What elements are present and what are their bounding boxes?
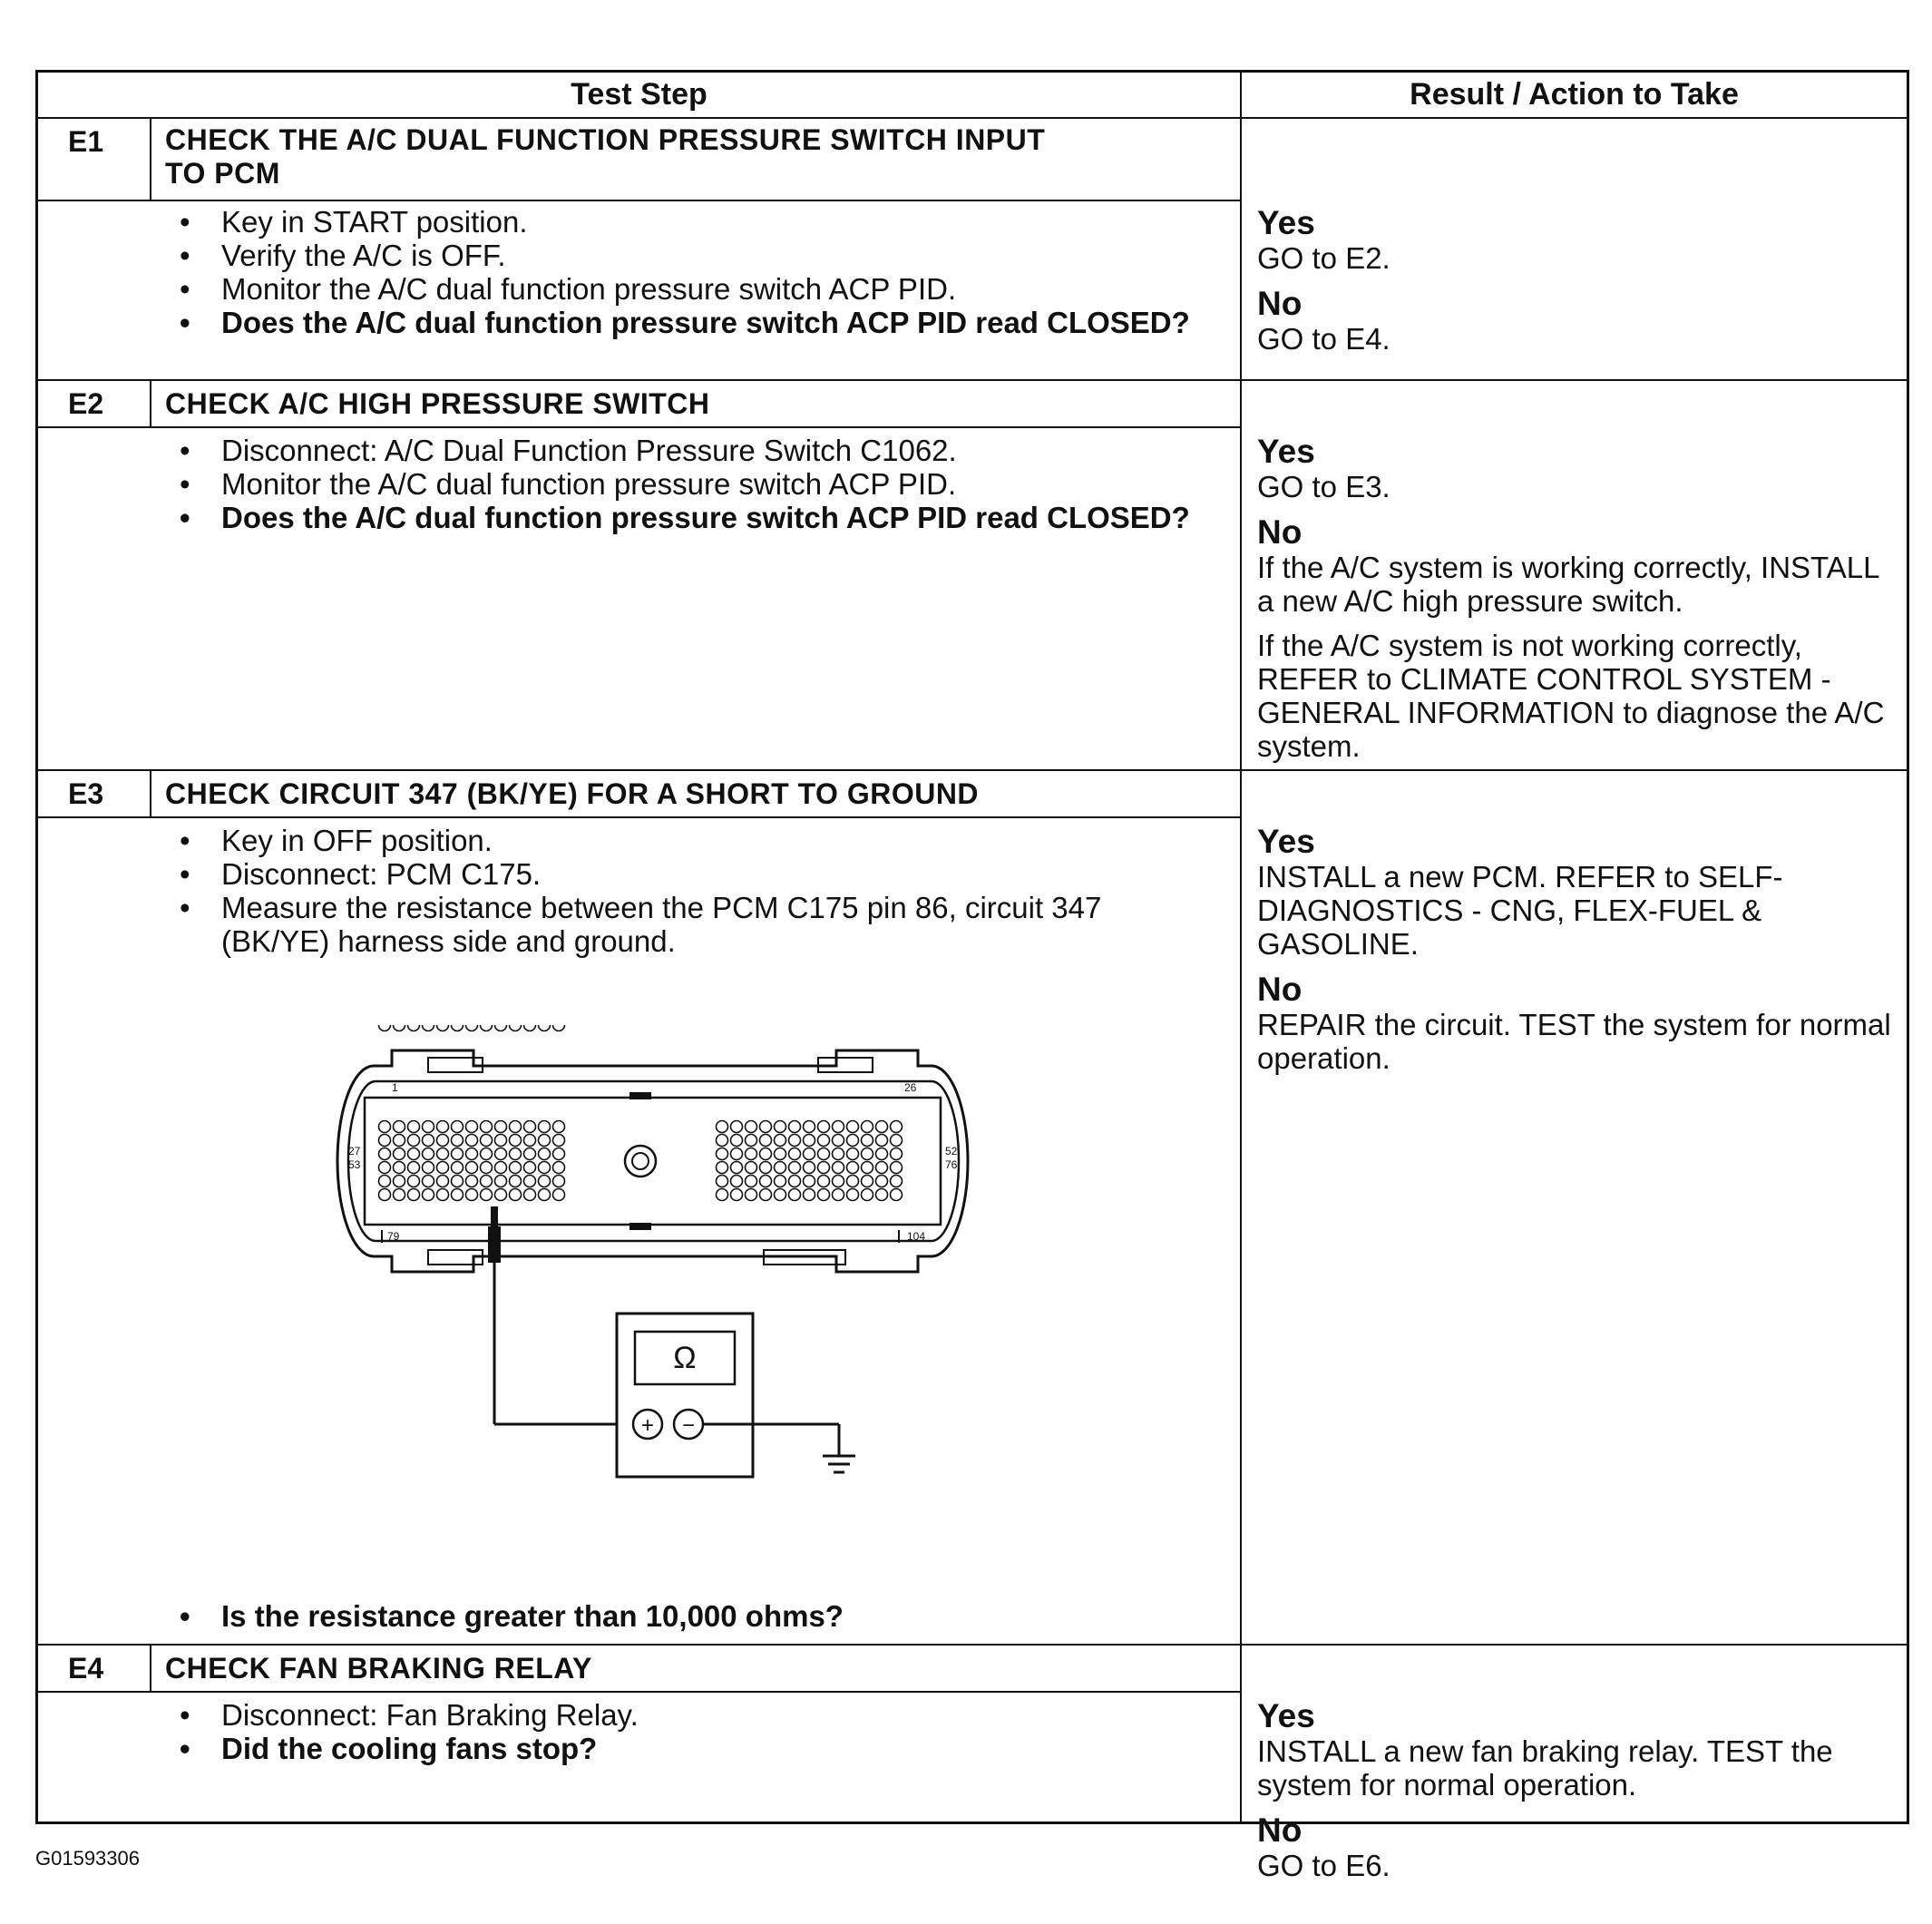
ohmmeter xyxy=(617,1314,753,1477)
yes-action: GO to E3. xyxy=(1257,470,1390,503)
plus-sign: + xyxy=(640,1413,655,1438)
no-action: If the A/C system is working correctly, INSTALL a new A/C high pressure switch. xyxy=(1257,551,1879,618)
pin-label: 26 xyxy=(904,1081,917,1094)
step-id-divider xyxy=(150,771,151,816)
step-instructions xyxy=(165,205,1217,339)
step-title: CHECK CIRCUIT 347 (BK/YE) FOR A SHORT TO GROUND xyxy=(165,777,980,810)
pin-label: 79 xyxy=(387,1230,400,1243)
header-test-step: Test Step xyxy=(571,77,707,112)
pin-label: 53 xyxy=(348,1158,361,1171)
instruction-question: • Did the cooling fans stop? xyxy=(165,1732,1217,1765)
yes-label: Yes xyxy=(1257,823,1315,860)
instruction-question: • Does the A/C dual function pressure switch ACP PID read CLOSED? xyxy=(165,501,1217,534)
step-divider xyxy=(38,1644,1907,1646)
step-id-divider xyxy=(150,119,151,200)
step-result xyxy=(1257,1698,1892,1882)
header-result-action: Result / Action to Take xyxy=(1410,77,1739,112)
minus-sign: − xyxy=(681,1413,696,1438)
yes-action: INSTALL a new fan braking relay. TEST the system for normal operation. xyxy=(1257,1734,1833,1802)
instruction-item: • Monitor the A/C dual function pressure switch ACP PID. xyxy=(165,272,1217,306)
yes-action: GO to E2. xyxy=(1257,241,1390,275)
step-id: E3 xyxy=(68,777,104,810)
test-probe xyxy=(488,1206,628,1424)
instruction-item: • Key in OFF position. xyxy=(165,824,1217,857)
instruction-item: • Disconnect: A/C Dual Function Pressure Switch C1062. xyxy=(165,434,1217,467)
step-divider xyxy=(38,379,1907,381)
no-action-alternate: If the A/C system is not working correctly, REFER to CLIMATE CONTROL SYSTEM - GENERAL INFORMATION to diagnose the A/C system. xyxy=(1257,629,1885,763)
instruction-item: • Verify the A/C is OFF. xyxy=(165,239,1217,272)
step-result xyxy=(1257,434,1903,763)
step-id: E2 xyxy=(68,387,104,420)
instruction-item: • Disconnect: Fan Braking Relay. xyxy=(165,1698,1217,1732)
pin-label: 27 xyxy=(348,1145,361,1157)
step-result xyxy=(1257,205,1892,356)
step-title: CHECK A/C HIGH PRESSURE SWITCH xyxy=(165,387,710,420)
pin-label: 52 xyxy=(945,1145,958,1157)
step-title-divider xyxy=(38,1691,1240,1693)
step-title-divider xyxy=(38,426,1240,428)
yes-action: INSTALL a new PCM. REFER to SELF-DIAGNOSTICS - CNG, FLEX-FUEL & GASOLINE. xyxy=(1257,860,1783,961)
figure-id: G01593306 xyxy=(35,1847,140,1870)
center-stud xyxy=(625,1146,656,1177)
step-id-divider xyxy=(150,1646,151,1691)
ohm-symbol: Ω xyxy=(673,1341,697,1375)
step-result xyxy=(1257,824,1892,1075)
step-question xyxy=(165,1599,1217,1633)
instruction-question: • Is the resistance greater than 10,000 ohms? xyxy=(165,1599,1217,1633)
pcm-connector-diagram xyxy=(256,1025,1000,1479)
step-title-divider xyxy=(38,200,1240,201)
yes-label: Yes xyxy=(1257,1697,1315,1734)
column-divider xyxy=(1240,73,1242,1821)
step-instructions xyxy=(165,1698,1217,1765)
step-title: CHECK FAN BRAKING RELAY xyxy=(165,1652,592,1685)
no-action: GO to E6. xyxy=(1257,1849,1390,1882)
step-id: E1 xyxy=(68,125,104,158)
no-label: No xyxy=(1257,971,1303,1008)
step-title-divider xyxy=(38,816,1240,818)
no-action: GO to E4. xyxy=(1257,322,1390,356)
no-action: REPAIR the circuit. TEST the system for normal operation. xyxy=(1257,1008,1891,1075)
step-instructions xyxy=(165,824,1217,958)
pin-grid-right xyxy=(717,1121,903,1201)
yes-label: Yes xyxy=(1257,433,1315,470)
connector-shell xyxy=(337,1050,968,1272)
step-id-divider xyxy=(150,381,151,426)
no-label: No xyxy=(1257,285,1303,322)
instruction-item: • Measure the resistance between the PCM C175 pin 86, circuit 347 (BK/YE) harness side and ground. xyxy=(165,891,1217,958)
step-title: CHECK THE A/C DUAL FUNCTION PRESSURE SWITCH INPUT TO PCM xyxy=(165,123,1046,190)
step-instructions xyxy=(165,434,1217,534)
yes-label: Yes xyxy=(1257,204,1315,241)
instruction-item: • Monitor the A/C dual function pressure switch ACP PID. xyxy=(165,467,1217,501)
step-id: E4 xyxy=(68,1652,104,1685)
pin-label: 104 xyxy=(907,1230,926,1243)
no-label: No xyxy=(1257,513,1303,551)
instruction-item: • Key in START position. xyxy=(165,205,1217,239)
pin-label: 1 xyxy=(392,1081,398,1094)
instruction-item: • Disconnect: PCM C175. xyxy=(165,857,1217,891)
step-divider xyxy=(38,769,1907,771)
instruction-question: • Does the A/C dual function pressure switch ACP PID read CLOSED? xyxy=(165,306,1217,339)
header-divider xyxy=(38,117,1907,119)
pin-label: 76 xyxy=(945,1158,958,1171)
no-label: No xyxy=(1257,1812,1303,1849)
